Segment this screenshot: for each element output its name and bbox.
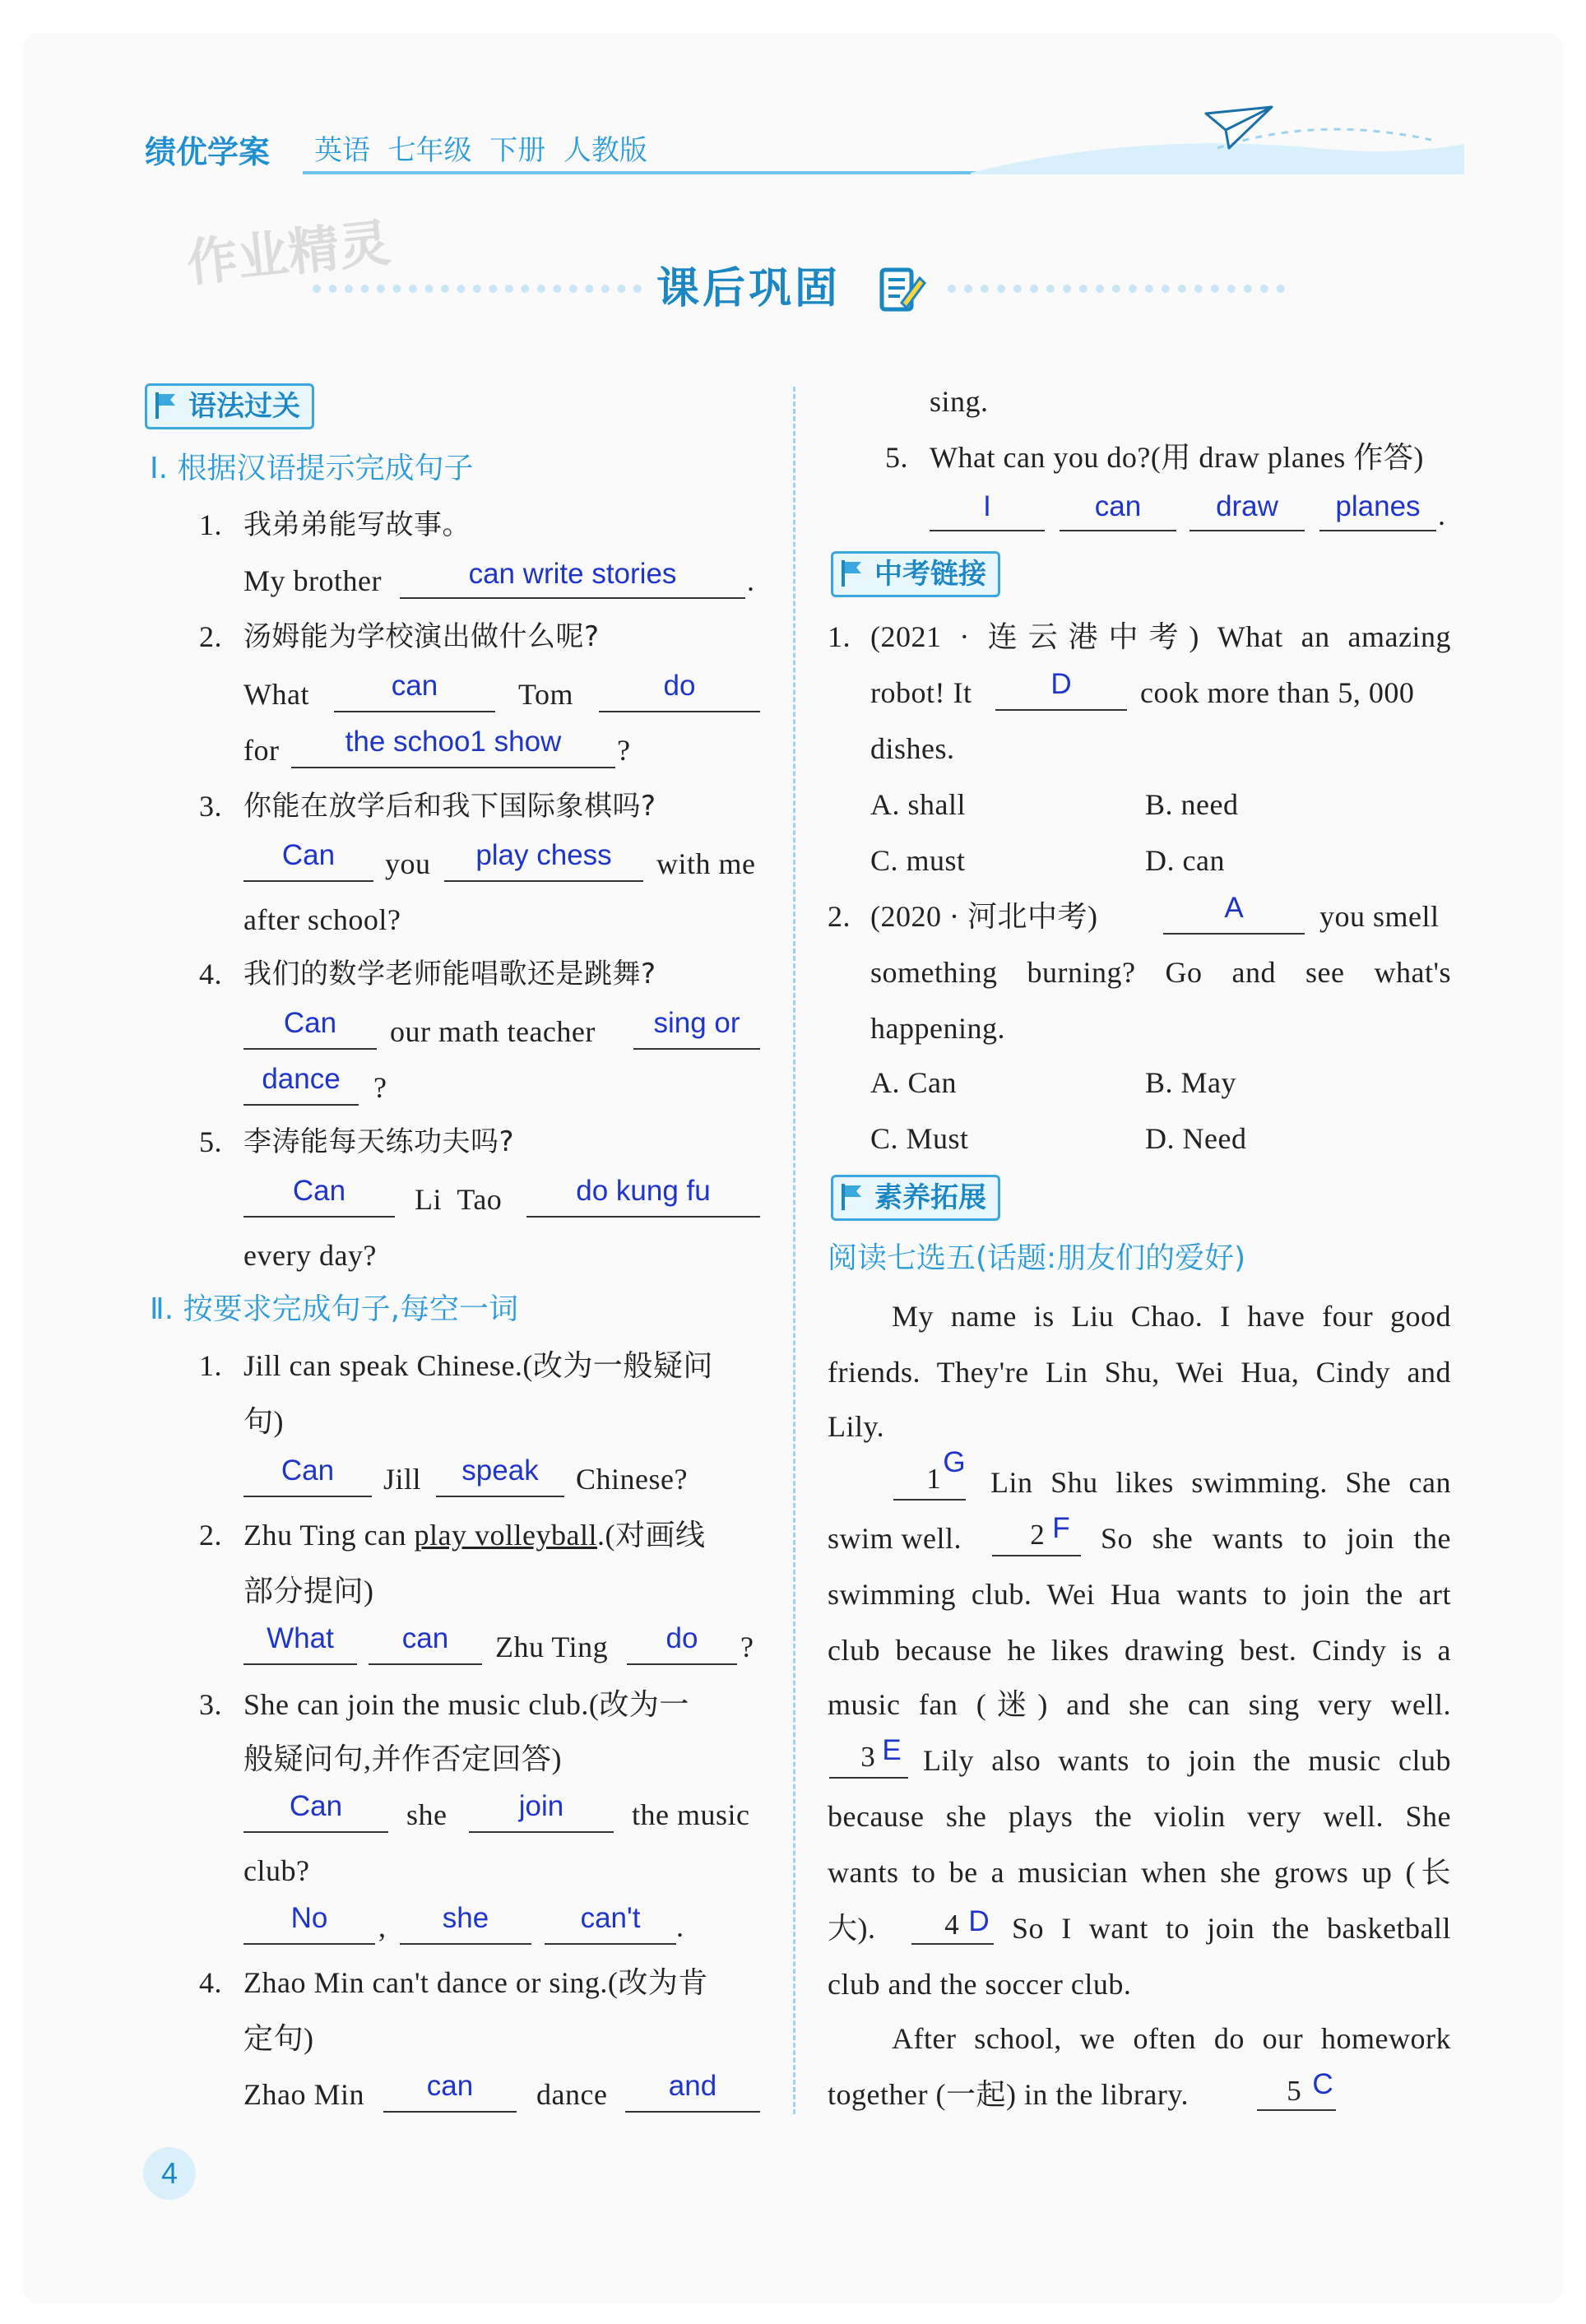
blank-line	[1163, 933, 1305, 935]
question-text: What can you do?(用 draw planes 作答)	[930, 441, 1424, 474]
blank-line	[627, 1663, 737, 1665]
sentence-text: ?	[373, 1071, 387, 1104]
blank-line	[893, 1499, 966, 1501]
header-brand: 绩优学案	[145, 134, 271, 170]
grammar-badge: 语法过关	[145, 383, 314, 429]
exam-badge: 中考链接	[831, 551, 1000, 597]
question-number: 1.	[199, 1349, 222, 1382]
option-c: C. must	[870, 844, 966, 877]
blank-number: 5	[1287, 2075, 1301, 2107]
answer: can	[391, 670, 438, 702]
question-chinese: 汤姆能为学校演出做什么呢?	[243, 620, 600, 653]
question-text: (2021 · 连云港中考) What an amazing	[870, 620, 1451, 653]
answer: join	[518, 1790, 564, 1822]
blank-line	[400, 1943, 531, 1945]
passage-line: swim well.	[828, 1522, 962, 1555]
question-text: 部分提问)	[243, 1575, 374, 1607]
blank-line	[625, 2111, 760, 2113]
blank-line	[526, 1216, 760, 1218]
option-b: B. May	[1145, 1066, 1236, 1099]
option-a: A. shall	[870, 788, 966, 821]
question-number: 1.	[828, 620, 851, 653]
blank-line	[633, 1048, 760, 1050]
sentence-text: Zhu Ting	[495, 1631, 609, 1663]
passage-line: Lily.	[828, 1410, 885, 1443]
blank-number: 3	[860, 1741, 875, 1773]
question-text: 定句)	[243, 2022, 314, 2055]
blank-line	[243, 1216, 395, 1218]
blank-line	[829, 1777, 908, 1779]
option-d: D. Need	[1145, 1122, 1247, 1155]
answer: D	[1050, 668, 1072, 700]
sentence-text: she	[406, 1798, 448, 1831]
question-text: robot! It	[870, 676, 972, 709]
notebook-pen-icon	[877, 263, 926, 314]
answer: G	[943, 1446, 966, 1478]
answer: and	[668, 2070, 717, 2102]
answer: Can	[281, 839, 336, 871]
passage-line: together (一起) in the library.	[828, 2078, 1190, 2111]
answer: C	[1312, 2068, 1333, 2100]
option-c: C. Must	[870, 1122, 969, 1155]
sentence-text: for	[243, 734, 280, 767]
blank-line	[436, 1496, 564, 1497]
answer: Can	[281, 1454, 335, 1487]
answer: planes	[1335, 490, 1421, 522]
sentence-text: after school?	[243, 903, 401, 936]
blank-line	[995, 709, 1127, 711]
option-d: D. can	[1145, 844, 1225, 877]
sentence-text: with me	[656, 847, 756, 880]
blank-line	[444, 880, 643, 882]
question-number: 4.	[199, 1966, 222, 1999]
question-text-post: .(对画线	[596, 1519, 706, 1552]
answer: Can	[289, 1790, 343, 1822]
answer: can	[426, 2070, 474, 2102]
question-number: 1.	[199, 508, 222, 541]
blank-line	[1060, 530, 1176, 531]
question-text: Zhao Min can't dance or sing.(改为肯	[243, 1966, 708, 1999]
paper-plane-icon	[1204, 105, 1273, 151]
sentence-text: .	[1438, 499, 1446, 531]
question-number: 5.	[199, 1125, 222, 1158]
sentence-text: sing.	[930, 385, 989, 418]
sentence-text: Tom	[518, 678, 573, 711]
blank-line	[243, 1663, 357, 1665]
answer: No	[290, 1902, 328, 1934]
literacy-badge: 素养拓展	[831, 1175, 1000, 1221]
blank-line	[1319, 530, 1436, 531]
sentence-text: Li Tao	[415, 1183, 503, 1216]
sentence-text: Zhao Min	[243, 2078, 364, 2111]
passage-line: Lin Shu likes swimming. She can	[990, 1466, 1451, 1499]
question-chinese: 我弟弟能写故事。	[243, 508, 471, 541]
sentence-text: .	[676, 1910, 684, 1943]
question-chinese: 我们的数学老师能唱歌还是跳舞?	[243, 958, 656, 990]
sentence-text: dance	[536, 2078, 608, 2111]
answer: What	[267, 1622, 334, 1654]
dotted-line-left	[313, 285, 642, 293]
question-text: (2020 · 河北中考)	[870, 900, 1098, 933]
sentence-text: you	[385, 847, 431, 880]
passage-line: music fan (迷) and she can sing very well.	[828, 1688, 1451, 1721]
watermark: 作业精灵	[183, 212, 393, 294]
question-chinese: 李涛能每天练功夫吗?	[243, 1125, 515, 1158]
question-text: 般疑问句,并作否定回答)	[243, 1742, 562, 1775]
question-text: dishes.	[870, 732, 955, 765]
answer: E	[882, 1734, 902, 1766]
blank-line	[243, 1048, 377, 1050]
passage-line: friends. They're Lin Shu, Wei Hua, Cindy and	[828, 1356, 1451, 1389]
blank-line	[911, 1943, 994, 1945]
sentence-text: .	[747, 564, 755, 597]
blank-number: 4	[944, 1909, 959, 1941]
question-text	[243, 1517, 705, 1553]
blank-line	[1190, 530, 1305, 531]
sentence-text: Chinese?	[576, 1463, 688, 1496]
blank-line	[291, 767, 615, 768]
blank-line	[243, 1831, 388, 1833]
blank-line	[599, 711, 760, 712]
question-text: you smell	[1319, 900, 1440, 933]
answer: can write stories	[468, 558, 677, 590]
blank-line	[930, 530, 1045, 531]
blank-line	[243, 1943, 375, 1945]
passage-line: wants to be a musician when she grows up (长	[828, 1856, 1451, 1889]
column-divider	[793, 387, 795, 2114]
part2-title: Ⅱ. 按要求完成句子,每空一词	[150, 1292, 519, 1326]
passage-line: 大).	[828, 1912, 876, 1945]
answer: can	[1094, 490, 1142, 522]
sentence-text: Jill	[383, 1463, 422, 1496]
answer: the schoo1 show	[345, 726, 562, 758]
answer: I	[983, 490, 991, 522]
answer: draw	[1216, 490, 1278, 522]
blank-number: 2	[1030, 1519, 1045, 1551]
passage-line: swimming club. Wei Hua wants to join the art	[828, 1578, 1451, 1611]
question-text: cook more than 5, 000	[1140, 676, 1415, 709]
answer: play chess	[475, 839, 612, 871]
passage-line: So I want to join the basketball	[1012, 1912, 1451, 1945]
reading-title: 阅读七选五(话题:朋友们的爱好)	[828, 1241, 1246, 1275]
answer: D	[968, 1905, 990, 1937]
header-subtitle: 英语 七年级 下册 人教版	[314, 134, 647, 167]
sentence-text: My brother	[243, 564, 382, 597]
blank-line	[469, 1831, 614, 1833]
passage-line: After school, we often do our homework	[892, 2022, 1451, 2055]
question-number: 2.	[199, 620, 222, 653]
passage-line: club because he likes drawing best. Cindy is a	[828, 1634, 1451, 1667]
question-text: something burning? Go and see what's	[870, 956, 1451, 989]
blank-line	[369, 1663, 482, 1665]
blank-line	[992, 1555, 1081, 1556]
option-b: B. need	[1145, 788, 1239, 821]
part1-title: Ⅰ. 根据汉语提示完成句子	[150, 452, 474, 485]
answer: dance	[262, 1063, 341, 1095]
passage-line: because she plays the violin very well. She	[828, 1800, 1451, 1833]
answer: do	[665, 1622, 698, 1654]
question-number: 4.	[199, 958, 222, 990]
blank-line	[545, 1943, 676, 1945]
answer: do	[663, 670, 696, 702]
question-text: 句)	[243, 1405, 284, 1438]
question-text: Jill can speak Chinese.(改为一般疑问	[243, 1349, 713, 1382]
sentence-text: What	[243, 678, 309, 711]
blank-line	[243, 1496, 372, 1497]
question-number: 3.	[199, 790, 222, 823]
blank-line	[383, 2111, 517, 2113]
answer: speak	[461, 1454, 539, 1487]
sentence-text: club?	[243, 1854, 310, 1887]
passage-line: Lily also wants to join the music club	[923, 1744, 1451, 1777]
question-text: happening.	[870, 1012, 1005, 1045]
sentence-text: every day?	[243, 1239, 377, 1272]
answer: she	[442, 1902, 489, 1934]
sentence-text: ?	[617, 734, 631, 767]
blank-line	[243, 880, 373, 882]
question-text: She can join the music club.(改为一	[243, 1688, 689, 1721]
answer: do kung fu	[576, 1175, 711, 1207]
blank-line	[400, 597, 745, 599]
answer: can't	[580, 1902, 641, 1934]
question-number: 5.	[885, 441, 908, 474]
answer: sing or	[653, 1007, 740, 1039]
answer: A	[1224, 892, 1244, 924]
blank-line	[243, 1104, 359, 1106]
question-chinese: 你能在放学后和我下国际象棋吗?	[243, 790, 656, 823]
passage-line: My name is Liu Chao. I have four good	[892, 1300, 1451, 1333]
answer: Can	[283, 1007, 337, 1039]
passage-line: club and the soccer club.	[828, 1968, 1132, 2001]
sentence-text: ,	[378, 1910, 387, 1943]
sentence-text: ?	[740, 1631, 754, 1663]
dotted-line-right	[948, 285, 1285, 293]
blank-line	[1257, 2109, 1336, 2111]
sentence-text: our math teacher	[390, 1015, 596, 1048]
section-title: 课后巩固	[656, 264, 842, 313]
passage-line: So she wants to join the	[1101, 1522, 1451, 1555]
question-number: 2.	[828, 900, 851, 933]
question-text-pre: Zhu Ting can	[243, 1519, 415, 1552]
underlined-phrase: play volleyball	[414, 1519, 597, 1552]
answer: F	[1052, 1512, 1070, 1544]
page-number: 4	[160, 2156, 179, 2190]
sentence-text: the music	[632, 1798, 750, 1831]
blank-number: 1	[926, 1463, 941, 1495]
question-number: 3.	[199, 1688, 222, 1721]
answer: Can	[292, 1175, 346, 1207]
question-number: 2.	[199, 1519, 222, 1552]
option-a: A. Can	[870, 1066, 957, 1099]
answer: can	[401, 1622, 449, 1654]
blank-line	[334, 711, 495, 712]
